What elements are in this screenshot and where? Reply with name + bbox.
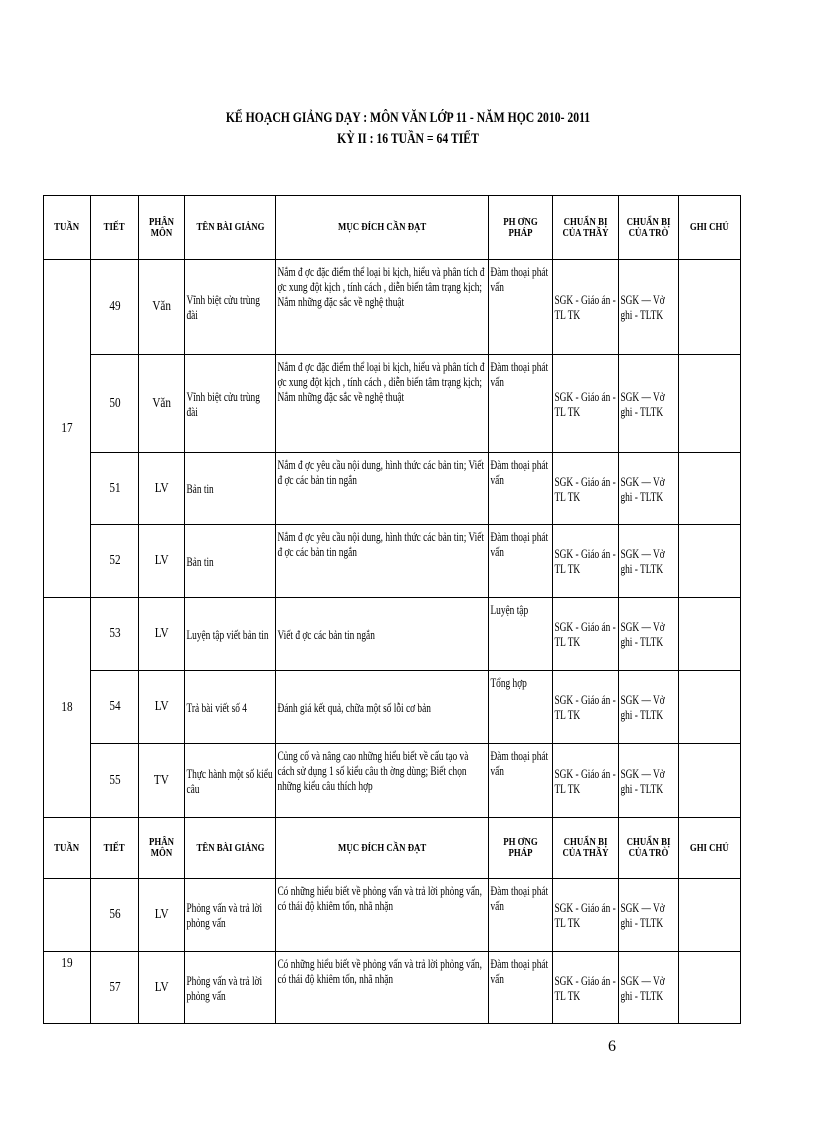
cell-phan-mon: Văn bbox=[139, 260, 185, 355]
header-chuan-bi-tro: CHUẨN BỊ CỦA TRÒ bbox=[619, 818, 679, 879]
cell-tiet: 50 bbox=[91, 355, 139, 453]
header-ten-bai: TÊN BÀI GIẢNG bbox=[185, 196, 276, 260]
header-chuan-bi-thay: CHUẨN BỊ CỦA THẦY bbox=[553, 196, 619, 260]
cell-muc-dich: Nắm đ ợc yêu cầu nội dung, hình thức các bản tin; Viết đ ợc các bản tin ngắn bbox=[276, 453, 489, 525]
cell-phan-mon: LV bbox=[139, 525, 185, 598]
table-row bbox=[44, 355, 741, 453]
document-title: KẾ HOẠCH GIẢNG DẠY : MÔN VĂN LỚP 11 - NĂM HỌC 2010- 2011 bbox=[225, 110, 591, 126]
cell-phan-mon: TV bbox=[139, 744, 185, 818]
cell-tiet: 52 bbox=[91, 525, 139, 598]
cell-chuan-bi-tro: SGK — Vở ghi - TLTK bbox=[619, 744, 679, 818]
cell-phan-mon: LV bbox=[139, 453, 185, 525]
header-chuan-bi-tro: CHUẨN BỊ CỦA TRÒ bbox=[619, 196, 679, 260]
cell-phuong-phap: Tổng hợp bbox=[489, 671, 553, 744]
cell-tiet: 56 bbox=[91, 879, 139, 952]
cell-ten-bai: Phỏng vấn và trả lời phỏng vấn bbox=[185, 952, 276, 1024]
cell-tiet: 54 bbox=[91, 671, 139, 744]
cell-ghi-chu bbox=[679, 598, 741, 671]
table-row bbox=[44, 952, 741, 1024]
table-header-row bbox=[44, 196, 741, 260]
cell-chuan-bi-thay: SGK - Giáo án - TL TK bbox=[553, 879, 619, 952]
table-row bbox=[44, 260, 741, 355]
cell-chuan-bi-thay: SGK - Giáo án - TL TK bbox=[553, 952, 619, 1024]
header-phan-mon: PHÂN MÔN bbox=[139, 818, 185, 879]
cell-muc-dich: Viết đ ợc các bản tin ngắn bbox=[276, 598, 489, 671]
cell-phan-mon: LV bbox=[139, 879, 185, 952]
table-row bbox=[44, 525, 741, 598]
cell-ten-bai: Trả bài viết số 4 bbox=[185, 671, 276, 744]
header-chuan-bi-thay: CHUẨN BỊ CỦA THẦY bbox=[553, 818, 619, 879]
table-row bbox=[44, 598, 741, 671]
cell-chuan-bi-thay: SGK - Giáo án - TL TK bbox=[553, 260, 619, 355]
cell-tuan: 19 bbox=[44, 952, 91, 1024]
cell-muc-dich: Có những hiểu biết về phỏng vấn và trả lời phỏng vấn, có thái độ khiêm tốn, nhã nhặn bbox=[276, 879, 489, 952]
table-row bbox=[44, 453, 741, 525]
cell-phuong-phap: Đàm thoại phát vấn bbox=[489, 744, 553, 818]
header-phuong-phap: PH ƠNG PHÁP bbox=[489, 818, 553, 879]
cell-tiet: 55 bbox=[91, 744, 139, 818]
header-phan-mon: PHÂN MÔN bbox=[139, 196, 185, 260]
header-ghi-chu: GHI CHÚ bbox=[679, 818, 741, 879]
cell-phuong-phap: Đàm thoại phát vấn bbox=[489, 355, 553, 453]
cell-muc-dich: Nắm đ ợc đặc điểm thể loại bi kịch, hiểu và phân tích đ ợc xung đột kịch , tính cách , diễn biến tâm trạng kịch; Nắm những đặc sắc về nghệ thuật bbox=[276, 260, 489, 355]
table-row bbox=[44, 671, 741, 744]
cell-phuong-phap: Đàm thoại phát vấn bbox=[489, 525, 553, 598]
cell-ghi-chu bbox=[679, 260, 741, 355]
cell-ghi-chu bbox=[679, 453, 741, 525]
cell-muc-dich: Đánh giá kết quả, chữa một số lỗi cơ bản bbox=[276, 671, 489, 744]
cell-ghi-chu bbox=[679, 525, 741, 598]
header-tiet: TIẾT bbox=[91, 196, 139, 260]
cell-chuan-bi-tro: SGK — Vở ghi - TLTK bbox=[619, 260, 679, 355]
table-row bbox=[44, 744, 741, 818]
cell-tuan: 18 bbox=[44, 598, 91, 818]
cell-ten-bai: Vĩnh biệt cửu trùng đài bbox=[185, 355, 276, 453]
cell-chuan-bi-tro: SGK — Vở ghi - TLTK bbox=[619, 879, 679, 952]
cell-ghi-chu bbox=[679, 355, 741, 453]
header-ghi-chu: GHI CHÚ bbox=[679, 196, 741, 260]
header-tiet: TIẾT bbox=[91, 818, 139, 879]
cell-ten-bai: Luyện tập viết bản tin bbox=[185, 598, 276, 671]
cell-chuan-bi-tro: SGK — Vở ghi - TLTK bbox=[619, 671, 679, 744]
cell-ten-bai: Bản tin bbox=[185, 525, 276, 598]
cell-ghi-chu bbox=[679, 671, 741, 744]
cell-chuan-bi-tro: SGK — Vở ghi - TLTK bbox=[619, 952, 679, 1024]
table-row bbox=[44, 879, 741, 952]
cell-chuan-bi-thay: SGK - Giáo án - TL TK bbox=[553, 671, 619, 744]
cell-chuan-bi-thay: SGK - Giáo án - TL TK bbox=[553, 744, 619, 818]
header-tuan: TUẦN bbox=[44, 196, 91, 260]
header-muc-dich: MỤC ĐÍCH CẦN ĐẠT bbox=[276, 818, 489, 879]
cell-muc-dich: Có những hiểu biết về phỏng vấn và trả lời phỏng vấn, có thái độ khiêm tốn, nhã nhặn bbox=[276, 952, 489, 1024]
cell-phan-mon: Văn bbox=[139, 355, 185, 453]
cell-phan-mon: LV bbox=[139, 952, 185, 1024]
cell-ghi-chu bbox=[679, 952, 741, 1024]
cell-chuan-bi-tro: SGK — Vở ghi - TLTK bbox=[619, 525, 679, 598]
cell-ten-bai: Thực hành một số kiểu câu bbox=[185, 744, 276, 818]
cell-tiet: 51 bbox=[91, 453, 139, 525]
cell-ten-bai: Bản tin bbox=[185, 453, 276, 525]
cell-chuan-bi-thay: SGK - Giáo án - TL TK bbox=[553, 598, 619, 671]
cell-phuong-phap: Đàm thoại phát vấn bbox=[489, 260, 553, 355]
cell-ghi-chu bbox=[679, 744, 741, 818]
header-ten-bai: TÊN BÀI GIẢNG bbox=[185, 818, 276, 879]
cell-ten-bai: Vĩnh biệt cửu trùng đài bbox=[185, 260, 276, 355]
cell-chuan-bi-tro: SGK — Vở ghi - TLTK bbox=[619, 598, 679, 671]
cell-chuan-bi-tro: SGK — Vở ghi - TLTK bbox=[619, 453, 679, 525]
cell-ten-bai: Phỏng vấn và trả lời phỏng vấn bbox=[185, 879, 276, 952]
cell-phan-mon: LV bbox=[139, 598, 185, 671]
cell-phuong-phap: Luyện tập bbox=[489, 598, 553, 671]
cell-phuong-phap: Đàm thoại phát vấn bbox=[489, 453, 553, 525]
header-tuan: TUẦN bbox=[44, 818, 91, 879]
table-header-row bbox=[44, 818, 741, 879]
cell-tuan: 17 bbox=[44, 260, 91, 598]
cell-ghi-chu bbox=[679, 879, 741, 952]
cell-tuan bbox=[44, 879, 91, 952]
cell-phuong-phap: Đàm thoại phát vấn bbox=[489, 952, 553, 1024]
cell-chuan-bi-thay: SGK - Giáo án - TL TK bbox=[553, 525, 619, 598]
cell-phuong-phap: Đàm thoại phát vấn bbox=[489, 879, 553, 952]
cell-tiet: 53 bbox=[91, 598, 139, 671]
lesson-plan-table bbox=[43, 195, 741, 1024]
document-subtitle: KỲ II : 16 TUẦN = 64 TIẾT bbox=[337, 131, 479, 147]
cell-muc-dich: Nắm đ ợc đặc điểm thể loại bi kịch, hiểu và phân tích đ ợc xung đột kịch , tính cách , diễn biến tâm trạng kịch; Nắm những đặc sắc về nghệ thuật bbox=[276, 355, 489, 453]
cell-tiet: 49 bbox=[91, 260, 139, 355]
cell-tiet: 57 bbox=[91, 952, 139, 1024]
cell-chuan-bi-thay: SGK - Giáo án - TL TK bbox=[553, 355, 619, 453]
header-muc-dich: MỤC ĐÍCH CẦN ĐẠT bbox=[276, 196, 489, 260]
cell-muc-dich: Củng cố và nâng cao những hiểu biết về cấu tạo và cách sử dụng 1 số kiểu câu th ờng dùng; Biết chọn những kiểu câu thích hợp bbox=[276, 744, 489, 818]
cell-phan-mon: LV bbox=[139, 671, 185, 744]
cell-chuan-bi-tro: SGK — Vở ghi - TLTK bbox=[619, 355, 679, 453]
cell-muc-dich: Nắm đ ợc yêu cầu nội dung, hình thức các bản tin; Viết đ ợc các bản tin ngắn bbox=[276, 525, 489, 598]
page-number: 6 bbox=[608, 1038, 616, 1055]
cell-chuan-bi-thay: SGK - Giáo án - TL TK bbox=[553, 453, 619, 525]
header-phuong-phap: PH ƠNG PHÁP bbox=[489, 196, 553, 260]
